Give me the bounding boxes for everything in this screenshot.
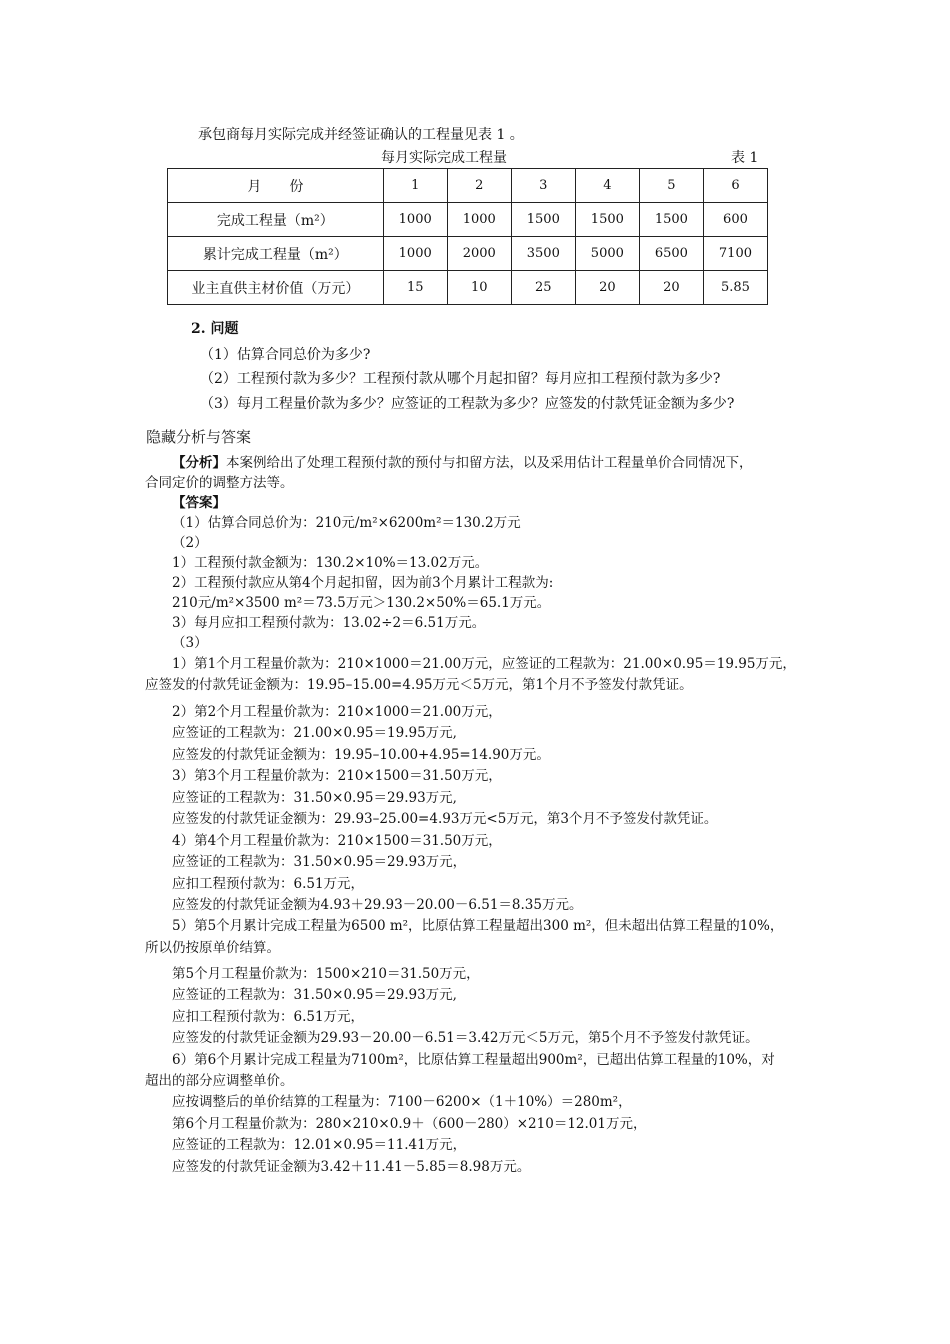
answer-line: 应扣工程预付款为：6.51万元， xyxy=(172,1009,365,1025)
table-cell: 1500 xyxy=(511,203,575,237)
table-row xyxy=(168,237,768,271)
answer-line: 应签证的工程款为：31.50×0.95＝29.93万元, xyxy=(172,790,457,806)
answer-line: 3）每月应扣工程预付款为：13.02÷2＝6.51万元。 xyxy=(172,615,486,631)
table-number: 表 1 xyxy=(731,150,759,166)
answer-line: 3）第3个月工程量价款为：210×1500＝31.50万元， xyxy=(172,768,502,784)
month-cell: 5 xyxy=(639,169,703,203)
table-cell: 5.85 xyxy=(703,271,767,305)
table-cell: 20 xyxy=(575,271,639,305)
answer-line: 应签发的付款凭证金额为：19.95–10.00+4.95=14.90万元。 xyxy=(172,747,550,763)
month-cell: 2 xyxy=(447,169,511,203)
answer-line: （3） xyxy=(172,635,208,651)
table-cell: 1500 xyxy=(575,203,639,237)
answer-line: 210元/m²×3500 m²＝73.5万元＞130.2×50%＝65.1万元。 xyxy=(172,595,551,611)
answer-line: 超出的部分应调整单价。 xyxy=(145,1073,294,1089)
answer-line: 所以仍按原单价结算。 xyxy=(145,940,280,956)
table-cell: 1500 xyxy=(639,203,703,237)
table-cell: 20 xyxy=(639,271,703,305)
row-label: 累计完成工程量（m²） xyxy=(168,237,384,271)
answer-line: 应签证的工程款为：21.00×0.95＝19.95万元, xyxy=(172,725,457,741)
monthly-quantity-table xyxy=(167,168,768,305)
table-cell: 10 xyxy=(447,271,511,305)
table-caption: 每月实际完成工程量 xyxy=(381,150,507,166)
answer-line: 1）工程预付款金额为：130.2×10%＝13.02万元。 xyxy=(172,555,489,571)
table-cell: 600 xyxy=(703,203,767,237)
question-item: （2）工程预付款为多少？工程预付款从哪个月起扣留？每月应扣工程预付款为多少? xyxy=(200,371,721,387)
answer-line: 应签发的付款凭证金额为29.93－20.00－6.51＝3.42万元＜5万元，第5个月不予签发付款凭证。 xyxy=(172,1030,759,1046)
table-cell: 5000 xyxy=(575,237,639,271)
analysis-text: 本案例给出了处理工程预付款的预付与扣留方法，以及采用估计工程量单价合同情况下， xyxy=(226,455,753,471)
answer-line: 1）第1个月工程量价款为：210×1000＝21.00万元，应签证的工程款为：21.00×0.95＝19.95万元， xyxy=(172,656,796,672)
month-cell: 6 xyxy=(703,169,767,203)
table-cell: 3500 xyxy=(511,237,575,271)
answer-line: 应签发的付款凭证金额为：19.95–15.00=4.95万元＜5万元，第1个月不予签发付款凭证。 xyxy=(145,677,693,693)
table-cell: 2000 xyxy=(447,237,511,271)
answer-line: 6）第6个月累计完成工程量为7100m²，比原估算工程量超出900m²，已超出估算工程量的10%，对 xyxy=(172,1052,775,1068)
table-cell: 6500 xyxy=(639,237,703,271)
month-cell: 1 xyxy=(383,169,447,203)
answer-line: 4）第4个月工程量价款为：210×1500＝31.50万元， xyxy=(172,833,502,849)
answer-line: 应签证的工程款为：31.50×0.95＝29.93万元， xyxy=(172,854,467,870)
questions-heading: 2. 问题 xyxy=(191,321,239,337)
answer-line: 2）工程预付款应从第4个月起扣留，因为前3个月累计工程款为: xyxy=(172,575,554,591)
analysis-line xyxy=(172,453,753,474)
table-cell: 7100 xyxy=(703,237,767,271)
header-month-label: 月 份 xyxy=(168,169,384,203)
question-item: （3）每月工程量价款为多少？应签证的工程款为多少？应签发的付款凭证金额为多少? xyxy=(200,396,735,412)
table-cell: 1000 xyxy=(447,203,511,237)
answer-line: 第5个月工程量价款为：1500×210＝31.50万元， xyxy=(172,966,480,982)
answer-line: 2）第2个月工程量价款为：210×1000＝21.00万元， xyxy=(172,704,502,720)
hidden-analysis-toggle[interactable]: 隐藏分析与答案 xyxy=(146,428,252,446)
month-cell: 3 xyxy=(511,169,575,203)
row-label: 业主直供主材价值（万元） xyxy=(168,271,384,305)
answer-line: 应签证的工程款为：31.50×0.95＝29.93万元, xyxy=(172,987,457,1003)
intro-text: 承包商每月实际完成并经签证确认的工程量见表 1 。 xyxy=(198,127,524,143)
table-cell: 1000 xyxy=(383,237,447,271)
answer-line: 应扣工程预付款为：6.51万元， xyxy=(172,876,365,892)
answer-line: 应签证的工程款为：12.01×0.95＝11.41万元， xyxy=(172,1137,467,1153)
answer-line: 应按调整后的单价结算的工程量为：7100－6200×（1＋10%）＝280m²， xyxy=(172,1094,632,1110)
analysis-line-2: 合同定价的调整方法等。 xyxy=(145,475,294,491)
table-row xyxy=(168,203,768,237)
table-cell: 1000 xyxy=(383,203,447,237)
answer-line: 第6个月工程量价款为：280×210×0.9＋（600－280）×210＝12.01万元， xyxy=(172,1116,647,1132)
question-item: （1）估算合同总价为多少? xyxy=(200,347,371,363)
answer-line: 应签发的付款凭证金额为：29.93–25.00=4.93万元<5万元，第3个月不予签发付款凭证。 xyxy=(172,811,718,827)
analysis-tag: 【分析】 xyxy=(172,455,226,471)
table-cell: 25 xyxy=(511,271,575,305)
answer-line: 应签发的付款凭证金额为3.42＋11.41－5.85＝8.98万元。 xyxy=(172,1159,531,1175)
table-cell: 15 xyxy=(383,271,447,305)
answer-line: 5）第5个月累计完成工程量为6500 m²，比原估算工程量超出300 m²，但未超出估算工程量的10%， xyxy=(172,918,784,934)
table-header-row xyxy=(168,169,768,203)
table-row xyxy=(168,271,768,305)
row-label: 完成工程量（m²） xyxy=(168,203,384,237)
answer-line: 应签发的付款凭证金额为4.93＋29.93－20.00－6.51＝8.35万元。 xyxy=(172,897,583,913)
answer-line: （1）估算合同总价为：210元/m²×6200m²＝130.2万元 xyxy=(172,515,521,531)
answer-tag: 【答案】 xyxy=(172,495,226,511)
month-cell: 4 xyxy=(575,169,639,203)
answer-line: （2） xyxy=(172,535,208,551)
